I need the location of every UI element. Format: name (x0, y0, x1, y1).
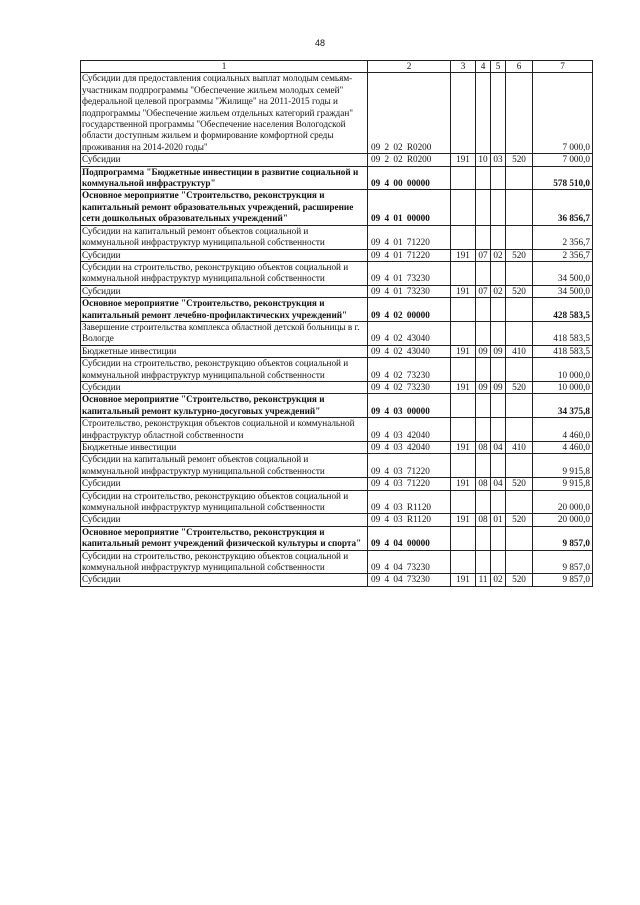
ministry-code-cell (451, 454, 476, 478)
item-name-cell: Субсидии (81, 381, 368, 393)
ministry-code-cell (451, 261, 476, 285)
table-row (81, 154, 593, 166)
section-code-cell (476, 490, 491, 514)
subsection-code-cell (491, 261, 506, 285)
item-name-cell: Бюджетные инвестиции (81, 442, 368, 454)
subsection-code-cell: 04 (491, 442, 506, 454)
section-code-cell (476, 550, 491, 574)
section-code-cell: 07 (476, 285, 491, 297)
expense-type-cell: 520 (506, 478, 533, 490)
header-cell: 7 (533, 61, 593, 73)
ministry-code-cell: 191 (451, 249, 476, 261)
subsection-code-cell: 02 (491, 574, 506, 586)
subsection-code-cell (491, 358, 506, 382)
expense-type-cell: 520 (506, 154, 533, 166)
amount-cell: 20 000,0 (533, 514, 593, 526)
section-code-cell (476, 298, 491, 322)
target-code-cell: 09 4 02 43040 (368, 345, 451, 357)
amount-cell: 4 460,0 (533, 418, 593, 442)
target-code-cell: 09 4 04 73230 (368, 574, 451, 586)
expense-type-cell (506, 190, 533, 225)
target-code-cell: 09 4 04 00000 (368, 526, 451, 550)
ministry-code-cell: 191 (451, 154, 476, 166)
item-name-cell: Субсидии на строительство, реконструкцию объектов социальной и коммунальной инфраструктур муниципальной собственности (81, 261, 368, 285)
amount-cell: 2 356,7 (533, 225, 593, 249)
subsection-code-cell: 04 (491, 478, 506, 490)
header-cell: 4 (476, 61, 491, 73)
subsection-code-cell (491, 166, 506, 190)
table-row (81, 285, 593, 297)
target-code-cell: 09 4 01 71220 (368, 225, 451, 249)
table-row (81, 190, 593, 225)
amount-cell: 34 500,0 (533, 261, 593, 285)
expense-type-cell (506, 261, 533, 285)
table-row (81, 381, 593, 393)
table-row (81, 442, 593, 454)
amount-cell: 428 583,5 (533, 298, 593, 322)
header-cell: 5 (491, 61, 506, 73)
section-code-cell (476, 261, 491, 285)
table-row (81, 225, 593, 249)
header-cell: 6 (506, 61, 533, 73)
table-row (81, 345, 593, 357)
amount-cell: 9 857,0 (533, 550, 593, 574)
target-code-cell: 09 4 03 71220 (368, 478, 451, 490)
amount-cell: 20 000,0 (533, 490, 593, 514)
target-code-cell: 09 4 02 43040 (368, 321, 451, 345)
subsection-code-cell: 01 (491, 514, 506, 526)
section-code-cell: 09 (476, 381, 491, 393)
item-name-cell: Субсидии (81, 249, 368, 261)
ministry-code-cell (451, 526, 476, 550)
target-code-cell: 09 4 02 00000 (368, 298, 451, 322)
table-row (81, 514, 593, 526)
ministry-code-cell (451, 394, 476, 418)
amount-cell: 7 000,0 (533, 73, 593, 154)
item-name-cell: Субсидии на капитальный ремонт объектов социальной и коммунальной инфраструктур муниципальной собственности (81, 454, 368, 478)
header-cell: 1 (81, 61, 368, 73)
amount-cell: 10 000,0 (533, 358, 593, 382)
page-number: 48 (314, 38, 325, 48)
item-name-cell: Субсидии на строительство, реконструкцию объектов социальной и коммунальной инфраструктур муниципальной собственности (81, 490, 368, 514)
section-code-cell (476, 454, 491, 478)
target-code-cell: 09 4 03 42040 (368, 442, 451, 454)
expense-type-cell (506, 550, 533, 574)
amount-cell: 2 356,7 (533, 249, 593, 261)
section-code-cell: 11 (476, 574, 491, 586)
target-code-cell: 09 4 01 00000 (368, 190, 451, 225)
ministry-code-cell: 191 (451, 285, 476, 297)
subsection-code-cell (491, 526, 506, 550)
table-row (81, 261, 593, 285)
section-code-cell: 10 (476, 154, 491, 166)
expense-type-cell: 520 (506, 249, 533, 261)
target-code-cell: 09 4 02 73230 (368, 358, 451, 382)
table-row (81, 321, 593, 345)
expense-type-cell: 520 (506, 574, 533, 586)
item-name-cell: Бюджетные инвестиции (81, 345, 368, 357)
item-name-cell: Субсидии (81, 285, 368, 297)
subsection-code-cell (491, 418, 506, 442)
item-name-cell: Основное мероприятие "Строительство, реконструкция и капитальный ремонт культурно-досуговых учреждений" (81, 394, 368, 418)
amount-cell: 34 500,0 (533, 285, 593, 297)
item-name-cell: Субсидии (81, 514, 368, 526)
section-code-cell: 07 (476, 249, 491, 261)
amount-cell: 9 857,0 (533, 526, 593, 550)
ministry-code-cell (451, 321, 476, 345)
table-row (81, 490, 593, 514)
subsection-code-cell (491, 73, 506, 154)
item-name-cell: Субсидии на строительство, реконструкцию объектов социальной и коммунальной инфраструктур муниципальной собственности (81, 550, 368, 574)
table-row (81, 418, 593, 442)
table-row (81, 358, 593, 382)
table-row (81, 478, 593, 490)
section-code-cell (476, 394, 491, 418)
ministry-code-cell (451, 418, 476, 442)
table-row (81, 166, 593, 190)
subsection-code-cell (491, 225, 506, 249)
amount-cell: 7 000,0 (533, 154, 593, 166)
expense-type-cell: 520 (506, 285, 533, 297)
item-name-cell: Субсидии (81, 478, 368, 490)
subsection-code-cell: 03 (491, 154, 506, 166)
amount-cell: 9 857,0 (533, 574, 593, 586)
ministry-code-cell: 191 (451, 574, 476, 586)
expense-type-cell: 410 (506, 442, 533, 454)
section-code-cell (476, 321, 491, 345)
subsection-code-cell (491, 321, 506, 345)
header-cell: 2 (368, 61, 451, 73)
ministry-code-cell (451, 225, 476, 249)
expense-type-cell (506, 454, 533, 478)
section-code-cell (476, 190, 491, 225)
table-row (81, 454, 593, 478)
ministry-code-cell (451, 358, 476, 382)
subsection-code-cell (491, 298, 506, 322)
expense-type-cell: 410 (506, 345, 533, 357)
section-code-cell: 08 (476, 478, 491, 490)
item-name-cell: Субсидии для предоставления социальных выплат молодым семьям-участникам подпрограммы "Обеспечение жильем молодых семей" федеральной целевой программы "Жилище" на 2011-2015 годы и подпрограммы "Обеспечение жильем отдельных категорий граждан" государственной программы "Обеспечение населения Вологодской области доступным жильем и формирование комфортной среды проживания на 2014-2020 годы" (81, 73, 368, 154)
item-name-cell: Завершение строительства комплекса областной детской больницы в г. Вологде (81, 321, 368, 345)
ministry-code-cell (451, 490, 476, 514)
amount-cell: 9 915,8 (533, 478, 593, 490)
ministry-code-cell (451, 298, 476, 322)
subsection-code-cell (491, 490, 506, 514)
subsection-code-cell (491, 190, 506, 225)
item-name-cell: Основное мероприятие "Строительство, реконструкция и капитальный ремонт лечебно-профилактических учреждений" (81, 298, 368, 322)
ministry-code-cell (451, 550, 476, 574)
target-code-cell: 09 4 02 73230 (368, 381, 451, 393)
item-name-cell: Субсидии (81, 574, 368, 586)
table-row (81, 249, 593, 261)
target-code-cell: 09 4 03 R1120 (368, 514, 451, 526)
item-name-cell: Подпрограмма "Бюджетные инвестиции в развитие социальной и коммунальной инфраструктур" (81, 166, 368, 190)
target-code-cell: 09 4 03 42040 (368, 418, 451, 442)
amount-cell: 578 510,0 (533, 166, 593, 190)
target-code-cell: 09 2 02 R0200 (368, 73, 451, 154)
expense-type-cell (506, 321, 533, 345)
expense-type-cell (506, 394, 533, 418)
expense-type-cell (506, 225, 533, 249)
target-code-cell: 09 4 04 73230 (368, 550, 451, 574)
subsection-code-cell: 09 (491, 345, 506, 357)
section-code-cell (476, 358, 491, 382)
section-code-cell (476, 526, 491, 550)
target-code-cell: 09 4 03 R1120 (368, 490, 451, 514)
ministry-code-cell: 191 (451, 345, 476, 357)
table-row (81, 73, 593, 154)
expense-type-cell: 520 (506, 381, 533, 393)
target-code-cell: 09 4 01 73230 (368, 261, 451, 285)
table-row (81, 394, 593, 418)
expense-type-cell (506, 358, 533, 382)
section-code-cell (476, 166, 491, 190)
subsection-code-cell (491, 394, 506, 418)
expense-type-cell (506, 166, 533, 190)
table-row (81, 550, 593, 574)
amount-cell: 9 915,8 (533, 454, 593, 478)
ministry-code-cell (451, 190, 476, 225)
section-code-cell (476, 225, 491, 249)
table-header-row (81, 61, 593, 73)
item-name-cell: Основное мероприятие "Строительство, реконструкция и капитальный ремонт учреждений физической культуры и спорта" (81, 526, 368, 550)
item-name-cell: Субсидии на строительство, реконструкцию объектов социальной и коммунальной инфраструктур муниципальной собственности (81, 358, 368, 382)
amount-cell: 4 460,0 (533, 442, 593, 454)
amount-cell: 36 856,7 (533, 190, 593, 225)
item-name-cell: Субсидии (81, 154, 368, 166)
table-row (81, 526, 593, 550)
target-code-cell: 09 2 02 R0200 (368, 154, 451, 166)
subsection-code-cell: 02 (491, 285, 506, 297)
subsection-code-cell: 02 (491, 249, 506, 261)
ministry-code-cell: 191 (451, 442, 476, 454)
section-code-cell (476, 73, 491, 154)
ministry-code-cell: 191 (451, 478, 476, 490)
amount-cell: 34 375,8 (533, 394, 593, 418)
expense-type-cell (506, 526, 533, 550)
target-code-cell: 09 4 03 00000 (368, 394, 451, 418)
ministry-code-cell (451, 166, 476, 190)
ministry-code-cell: 191 (451, 514, 476, 526)
target-code-cell: 09 4 01 73230 (368, 285, 451, 297)
expense-type-cell (506, 490, 533, 514)
section-code-cell: 09 (476, 345, 491, 357)
subsection-code-cell (491, 454, 506, 478)
target-code-cell: 09 4 01 71220 (368, 249, 451, 261)
table-row (81, 574, 593, 586)
expense-type-cell (506, 298, 533, 322)
expense-type-cell (506, 418, 533, 442)
item-name-cell: Субсидии на капитальный ремонт объектов социальной и коммунальной инфраструктур муниципальной собственности (81, 225, 368, 249)
amount-cell: 10 000,0 (533, 381, 593, 393)
amount-cell: 418 583,5 (533, 345, 593, 357)
item-name-cell: Строительство, реконструкция объектов социальной и коммунальной инфраструктур областной собственности (81, 418, 368, 442)
expense-type-cell (506, 73, 533, 154)
amount-cell: 418 583,5 (533, 321, 593, 345)
budget-table (80, 60, 593, 587)
item-name-cell: Основное мероприятие "Строительство, реконструкция и капитальный ремонт образовательных учреждений, расширение сети дошкольных образовательных учреждений" (81, 190, 368, 225)
subsection-code-cell (491, 550, 506, 574)
section-code-cell: 08 (476, 514, 491, 526)
section-code-cell (476, 418, 491, 442)
target-code-cell: 09 4 00 00000 (368, 166, 451, 190)
section-code-cell: 08 (476, 442, 491, 454)
target-code-cell: 09 4 03 71220 (368, 454, 451, 478)
ministry-code-cell (451, 73, 476, 154)
expense-type-cell: 520 (506, 514, 533, 526)
subsection-code-cell: 09 (491, 381, 506, 393)
table-row (81, 298, 593, 322)
ministry-code-cell: 191 (451, 381, 476, 393)
header-cell: 3 (451, 61, 476, 73)
